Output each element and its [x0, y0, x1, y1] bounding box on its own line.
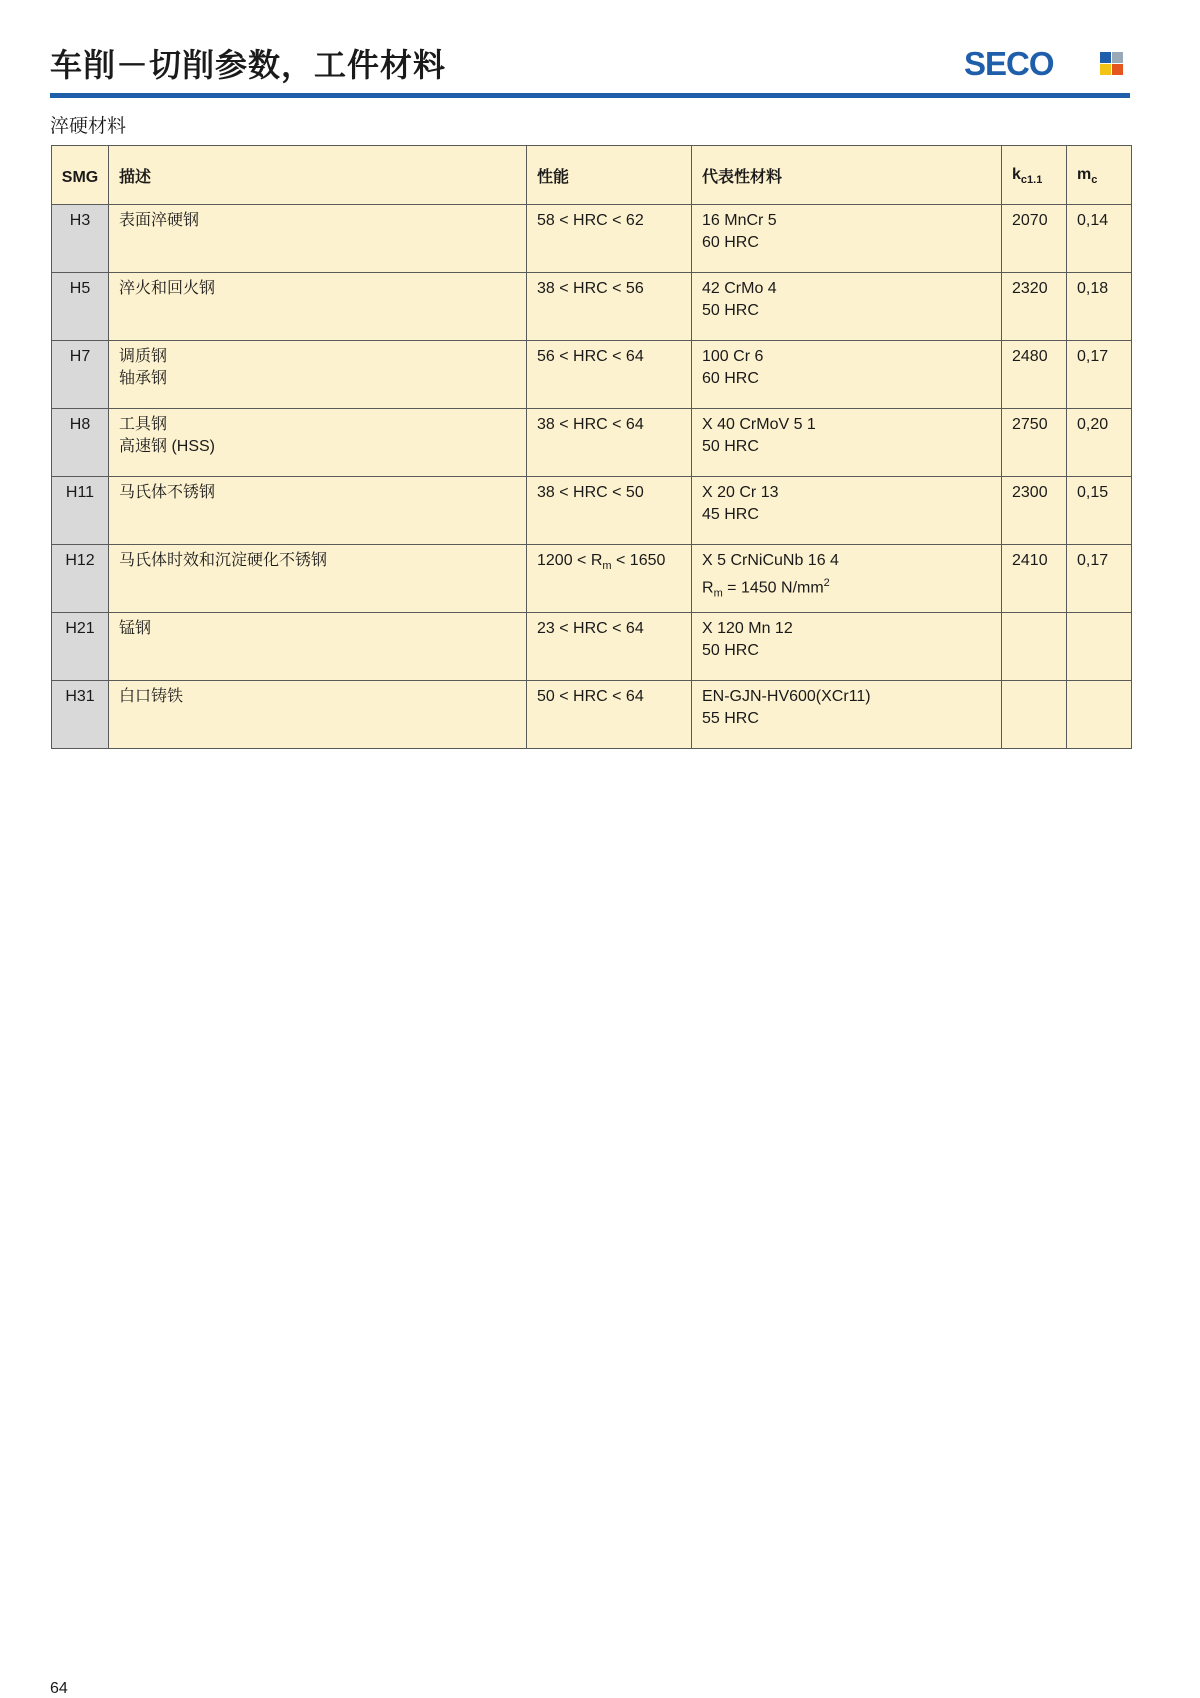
cell-properties: 58 < HRC < 62 — [527, 205, 692, 273]
header-description: 描述 — [109, 146, 527, 205]
cell-mc: 0,17 — [1067, 545, 1132, 613]
cell-smg: H3 — [52, 205, 109, 273]
cell-smg: H12 — [52, 545, 109, 613]
table-row — [52, 613, 1132, 681]
cell-properties: 38 < HRC < 64 — [527, 409, 692, 477]
cell-material: 100 Cr 6 60 HRC — [692, 341, 1002, 409]
cell-material: X 5 CrNiCuNb 16 4 $R_m = 1450$ $N/mm^2$ — [692, 545, 1002, 613]
cell-material: 16 MnCr 5 60 HRC — [692, 205, 1002, 273]
table-row — [52, 409, 1132, 477]
table-row — [52, 681, 1132, 749]
cell-description: 表面淬硬钢 — [109, 205, 527, 273]
cell-description: 白口铸铁 — [109, 681, 527, 749]
cell-description: 工具钢 高速钢 (HSS) — [109, 409, 527, 477]
cell-kc11: 2410 — [1002, 545, 1067, 613]
title-rule — [50, 93, 1130, 98]
header-kc11: $k_{c1.1}$ — [1002, 146, 1067, 205]
cell-material: X 120 Mn 12 50 HRC — [692, 613, 1002, 681]
page-title: 车削－切削参数，工件材料 — [50, 46, 447, 84]
cell-material: EN-GJN-HV600(XCr11) 55 HRC — [692, 681, 1002, 749]
cell-smg: H21 — [52, 613, 109, 681]
cell-mc — [1067, 681, 1132, 749]
cell-description: 马氏体时效和沉淀硬化不锈钢 — [109, 545, 527, 613]
cell-smg: H31 — [52, 681, 109, 749]
cell-kc11: 2320 — [1002, 273, 1067, 341]
page-number: 64 — [50, 1680, 68, 1697]
cell-kc11 — [1002, 613, 1067, 681]
cell-kc11 — [1002, 681, 1067, 749]
cell-mc — [1067, 613, 1132, 681]
logo-mark-icon — [1100, 52, 1124, 76]
cell-mc: 0,17 — [1067, 341, 1132, 409]
cell-description: 调质钢 轴承钢 — [109, 341, 527, 409]
cell-properties: 38 < HRC < 56 — [527, 273, 692, 341]
cell-smg: H7 — [52, 341, 109, 409]
table-row — [52, 205, 1132, 273]
cell-kc11: 2480 — [1002, 341, 1067, 409]
header-properties: 性能 — [527, 146, 692, 205]
cell-smg: H5 — [52, 273, 109, 341]
cell-description: 锰钢 — [109, 613, 527, 681]
cell-description: 淬火和回火钢 — [109, 273, 527, 341]
cell-description: 马氏体不锈钢 — [109, 477, 527, 545]
cell-properties: $1200 < R_m < 1650$ — [527, 545, 692, 613]
cell-smg: H8 — [52, 409, 109, 477]
cell-properties: 50 < HRC < 64 — [527, 681, 692, 749]
seco-logo — [964, 45, 1126, 82]
cell-mc: 0,20 — [1067, 409, 1132, 477]
table-row — [52, 545, 1132, 613]
section-title: 淬硬材料 — [50, 115, 127, 137]
cell-material: X 40 CrMoV 5 1 50 HRC — [692, 409, 1002, 477]
table-row — [52, 341, 1132, 409]
materials-table — [51, 145, 1132, 749]
cell-smg: H11 — [52, 477, 109, 545]
cell-kc11: 2300 — [1002, 477, 1067, 545]
cell-kc11: 2750 — [1002, 409, 1067, 477]
cell-mc: 0,15 — [1067, 477, 1132, 545]
cell-material: X 20 Cr 13 45 HRC — [692, 477, 1002, 545]
cell-mc: 0,14 — [1067, 205, 1132, 273]
cell-kc11: 2070 — [1002, 205, 1067, 273]
logo-text: SECO — [964, 45, 1054, 82]
table-row — [52, 477, 1132, 545]
cell-mc: 0,18 — [1067, 273, 1132, 341]
header-representative-material: 代表性材料 — [692, 146, 1002, 205]
cell-properties: 38 < HRC < 50 — [527, 477, 692, 545]
header-mc: $m_c$ — [1067, 146, 1132, 205]
table-row — [52, 273, 1132, 341]
cell-material: 42 CrMo 4 50 HRC — [692, 273, 1002, 341]
cell-properties: 23 < HRC < 64 — [527, 613, 692, 681]
cell-properties: 56 < HRC < 64 — [527, 341, 692, 409]
table-header-row — [52, 146, 1132, 205]
header-smg: SMG — [52, 146, 109, 205]
